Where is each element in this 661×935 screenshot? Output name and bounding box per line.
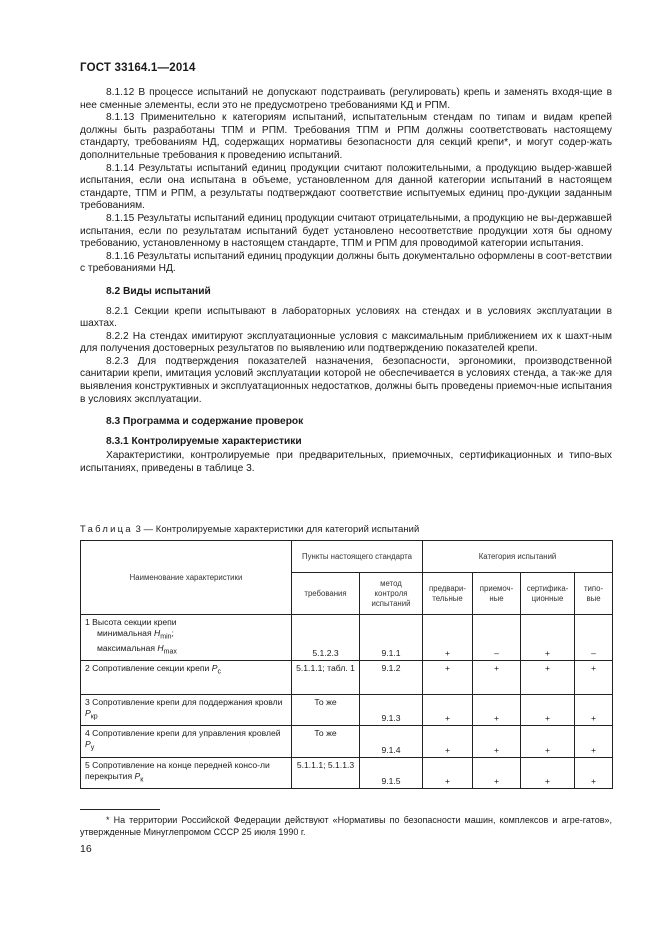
- paragraph-8-1-15: 8.1.15 Результаты испытаний единиц продукции считают отрицательными, а продукцию не вы-державшей испытания, если по результатам испытаний будет установлено несоответствие продукции хотя бы одному требованию, установленному в настоящем стандарте, ТПМ и РПМ для проводимой категории испытания.: [80, 212, 612, 250]
- row-name-text: 5 Сопротивление на конце передней консо-ли перекрытия: [85, 759, 270, 781]
- cell-c1: +: [423, 725, 473, 757]
- cell-req: То же: [292, 695, 360, 726]
- row-name-text: 4 Сопротивление крепи для управления кровлей: [85, 727, 281, 738]
- header-cert: сертифика-ционные: [521, 573, 575, 615]
- header-accept: приемоч-ные: [473, 573, 521, 615]
- cell-method: 9.1.4: [360, 725, 423, 757]
- row-name: [81, 661, 292, 695]
- cell-c4: +: [575, 695, 613, 726]
- cell-method: 9.1.3: [360, 695, 423, 726]
- cell-method: 9.1.1: [360, 615, 423, 661]
- table-row: [81, 615, 613, 661]
- row-name: [81, 615, 292, 661]
- row-name-text: максимальная: [97, 642, 158, 653]
- row-sub: c: [217, 668, 221, 676]
- characteristics-table: [80, 540, 613, 789]
- cell-c3: +: [521, 695, 575, 726]
- header-method: метод контроля испытаний: [360, 573, 423, 615]
- cell-c2: +: [473, 661, 521, 695]
- row-sub: max: [163, 648, 177, 656]
- cell-req: 5.1.1.1; 5.1.1.3: [292, 757, 360, 788]
- standard-header: ГОСТ 33164.1—2014: [80, 62, 196, 74]
- row-name-text: ;: [171, 628, 174, 638]
- paragraph-8-1-16: 8.1.16 Результаты испытаний единиц продукции должны быть документально оформлены в соот-ветствии с требованиями НД.: [80, 250, 612, 275]
- row-var: P: [85, 708, 91, 718]
- cell-req: То же: [292, 725, 360, 757]
- section-heading-8-3: 8.3 Программа и содержание проверок: [106, 416, 304, 428]
- row-name-line: [85, 628, 287, 643]
- footnote-divider: [80, 809, 160, 810]
- table-row: [81, 695, 613, 726]
- table-row: [81, 725, 613, 757]
- row-name-text: 3 Сопротивление крепи для поддержания кровли: [85, 697, 283, 707]
- table-row: [81, 757, 613, 788]
- subsection-heading-8-3-1: 8.3.1 Контролируемые характеристики: [106, 435, 302, 447]
- cell-method: 9.1.2: [360, 661, 423, 695]
- section-heading-8-2: 8.2 Виды испытаний: [106, 285, 211, 297]
- cell-c1: +: [423, 661, 473, 695]
- cell-c2: +: [473, 695, 521, 726]
- paragraph-8-3-1: Характеристики, контролируемые при предварительных, приемочных, сертификационных и типо-вых испытаниях, приведены в таблице 3.: [80, 450, 612, 475]
- body-text: [80, 87, 612, 476]
- row-var: P: [211, 663, 218, 673]
- paragraph-8-2-3: 8.2.3 Для подтверждения показателей назначения, безопасности, эргономики, производственной санитарии крепи, имитация условий эксплуатации которой не обеспечивается в условиях стенда, а так-же для выявления конструктивных и эксплуатационных недостатков, должны быть проведены приемоч-ные испытания в условиях эксплуатации.: [80, 355, 612, 405]
- header-categories: Категория испытаний: [423, 541, 613, 573]
- row-name-line: 1 Высота секции крепи: [85, 617, 177, 627]
- paragraph-8-1-12: 8.1.12 В процессе испытаний не допускают подстраивать (регулировать) крепь и заменять входя-щие в нее сменные элементы, если это не предусмотрено требованиями КД и РПМ.: [80, 87, 612, 111]
- paragraph-8-1-13: 8.1.13 Применительно к категориям испытаний, испытательным стендам по типам и видам крепей должны быть разработаны ТПМ и РПМ. Требования ТПМ и РПМ должны соответствовать настоящему стандарту, требованиям НД, содержащих нормативы безопасности для секций крепи*, и могут содер-жать дополнительные требования к проведению испытаний.: [80, 112, 612, 161]
- cell-c4: +: [575, 661, 613, 695]
- row-name-text: 2 Сопротивление секции крепи: [85, 663, 212, 673]
- header-type: типо-вые: [575, 573, 613, 615]
- row-sub: к: [140, 776, 144, 784]
- paragraph-8-2-2: 8.2.2 На стендах имитируют эксплуатационные условия с максимальным приближением их к шахт-ным для получения достоверных результатов по выявлению или подтверждению показателей крепи.: [80, 330, 612, 355]
- row-name: [81, 757, 292, 788]
- header-prelim: предвари-тельные: [423, 573, 473, 615]
- row-sub: кр: [90, 713, 98, 721]
- paragraph-8-1-14: 8.1.14 Результаты испытаний единиц продукции считают положительными, а продукцию выдер-жавшей испытания, если она испытана в объеме, установленном для данной категории испытаний в настоящем стандарте, ТПМ и РПМ, а результаты подтверждают соответствие испытуемых единиц про-дукции заданным требованиям.: [80, 162, 612, 212]
- cell-c3: +: [521, 661, 575, 695]
- cell-c3: +: [521, 615, 575, 661]
- cell-c1: +: [423, 757, 473, 788]
- header-points: Пункты настоящего стандарта: [292, 541, 423, 573]
- cell-c4: +: [575, 757, 613, 788]
- row-var: H: [154, 628, 161, 638]
- table-row: [81, 661, 613, 695]
- row-name: [81, 695, 292, 726]
- cell-req: 5.1.2.3: [292, 615, 360, 661]
- row-name-text: минимальная: [97, 628, 155, 638]
- row-sub: y: [90, 744, 95, 752]
- header-requirements: требования: [292, 573, 360, 615]
- row-name: [81, 725, 292, 757]
- row-var: P: [134, 770, 141, 781]
- row-var: P: [85, 738, 91, 749]
- row-sub: min: [160, 633, 172, 641]
- paragraph-8-2-1: 8.2.1 Секции крепи испытывают в лабораторных условиях на стендах и в условиях эксплуатации в шахтах.: [80, 305, 612, 330]
- table-caption: [80, 523, 419, 534]
- cell-c2: –: [473, 615, 521, 661]
- cell-c2: +: [473, 757, 521, 788]
- cell-req: 5.1.1.1; табл. 1: [292, 661, 360, 695]
- row-name-line: [85, 643, 287, 658]
- footnote: * На территории Российской Федерации действуют «Нормативы по безопасности машин, комплексов и агре-гатов», утвержденные Минуглепромом СССР 25 июля 1990 г.: [80, 815, 612, 837]
- cell-c1: +: [423, 615, 473, 661]
- cell-c4: +: [575, 725, 613, 757]
- cell-c4: –: [575, 615, 613, 661]
- cell-c3: +: [521, 725, 575, 757]
- table-caption-prefix: Таблица: [80, 523, 133, 534]
- cell-c1: +: [423, 695, 473, 726]
- cell-c2: +: [473, 725, 521, 757]
- row-var: H: [157, 642, 164, 653]
- header-name: Наименование характеристики: [81, 541, 292, 615]
- cell-method: 9.1.5: [360, 757, 423, 788]
- cell-c3: +: [521, 757, 575, 788]
- table-caption-text: 3 — Контролируемые характеристики для категорий испытаний: [132, 523, 420, 534]
- page-number: 16: [80, 843, 92, 855]
